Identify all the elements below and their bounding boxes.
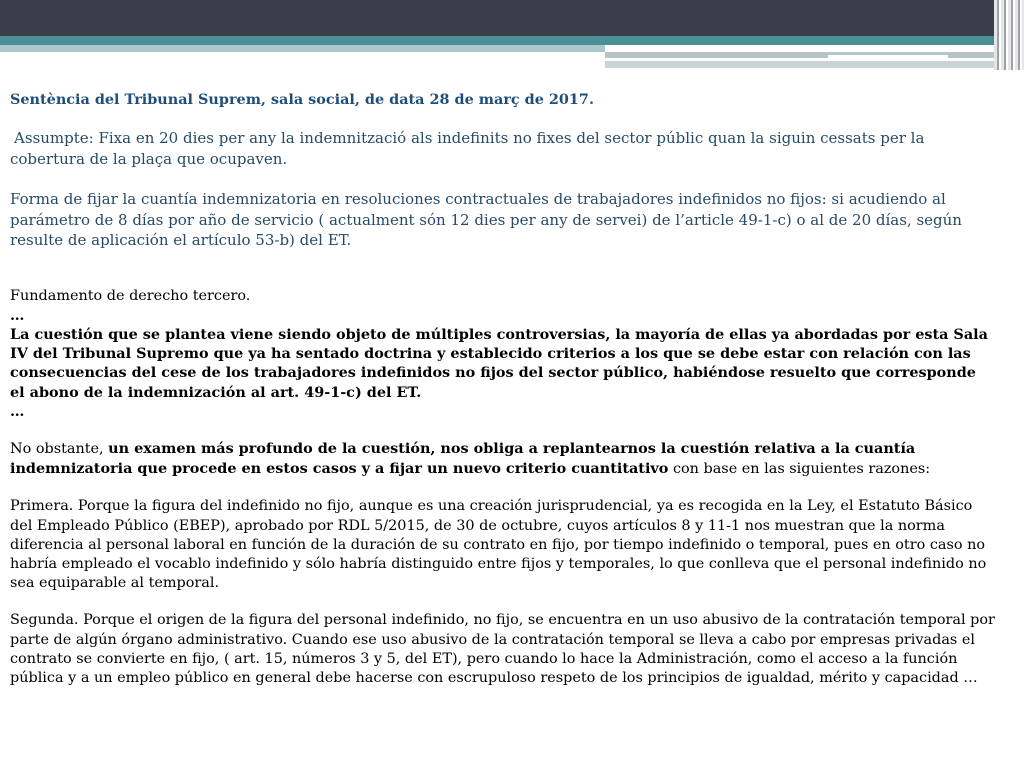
- page-title: Sentència del Tribunal Suprem, sala social, de data 28 de març de 2017.: [10, 91, 594, 108]
- segunda-paragraph: Segunda. Porque el origen de la figura del personal indefinido, no fijo, se encuentra en un uso abusivo de la contratación temporal por parte de algún órgano administrativo. Cuando ese uso abusivo de la contratación temporal se lleva a cabo por empresas privadas el contrato se convierte en fijo, ( art. 15, números 3 y 5, del ET), pero cuando lo hace la Administración, como el acceso a la función pública y a un empleo público en general debe hacerse con escrupuloso respeto de los principios de igualdad, mérito y capacidad …: [10, 612, 995, 686]
- header-teal-band: [0, 36, 1024, 45]
- doctrine-paragraph: La cuestión que se plantea viene siendo objeto de múltiples controversias, la mayoría de ellas ya abordadas por esta Sala IV del Tribunal Supremo que ya ha sentado doctrina y establecido criterios a los que se debe estar con relación con las consecuencias del cese de los trabajadores indefinidos no fijos del sector público, habiéndose resuelto que corresponde el abono de la indemnización al art. 49-1-c) del ET.: [10, 325, 988, 401]
- ellipsis-top: …: [10, 306, 25, 324]
- header-gray-bar-lower: [605, 61, 995, 68]
- primera-paragraph: Primera. Porque la figura del indefinido no fijo, aunque es una creación jurisprudencial, ya es recogida en la Ley, el Estatuto Básico del Empleado Público (EBEP), aprobado por RDL 5/2015, de 30 de octubre, cuyos artículos 8 y 11-1 nos muestran que la norma diferencia al personal laboral en función de la duración de su contrato en fijo, por tiempo indefinido o temporal, pues en otro caso no habría empleado el vocablo indefinido y sólo habría distinguido entre fijos y temporales, lo que conlleva que el personal indefinido no sea equiparable al temporal.: [10, 498, 987, 592]
- forma-paragraph: Forma de fijar la cuantía indemnizatoria en resoluciones contractuales de trabajadores indefinidos no fijos: si acudiendo al parámetro de 8 días por año de servicio ( actualment són 12 dies per any de servei) de l’article 49-1-c) o al de 20 días, según resulte de aplicación el artículo 53-b) del ET.: [10, 190, 962, 249]
- assumpte-paragraph: Assumpte: Fixa en 20 dies per any la indemnització als indefinits no fixes del sector públic quan la siguin cessats per la cobertura de la plaça que ocupaven.: [10, 129, 925, 168]
- header-stripes: [994, 0, 1024, 70]
- header-dark-band: [0, 0, 1024, 36]
- slide-content: [10, 90, 995, 688]
- no-obstante-lead: No obstante,: [10, 440, 109, 457]
- header-white-accent: [828, 55, 948, 58]
- fundamento-heading: Fundamento de derecho tercero.: [10, 287, 251, 304]
- no-obstante-bold: un examen más profundo de la cuestión, nos obliga a replantearnos la cuestión relativa a la cuantía indemnizatoria que procede en estos casos y a fijar un nuevo criterio cuantitativo: [10, 439, 916, 478]
- ellipsis-bottom: …: [10, 402, 25, 420]
- no-obstante-paragraph: [10, 439, 995, 479]
- no-obstante-tail: con base en las siguientes razones:: [668, 461, 931, 478]
- header-light-band: [0, 45, 605, 52]
